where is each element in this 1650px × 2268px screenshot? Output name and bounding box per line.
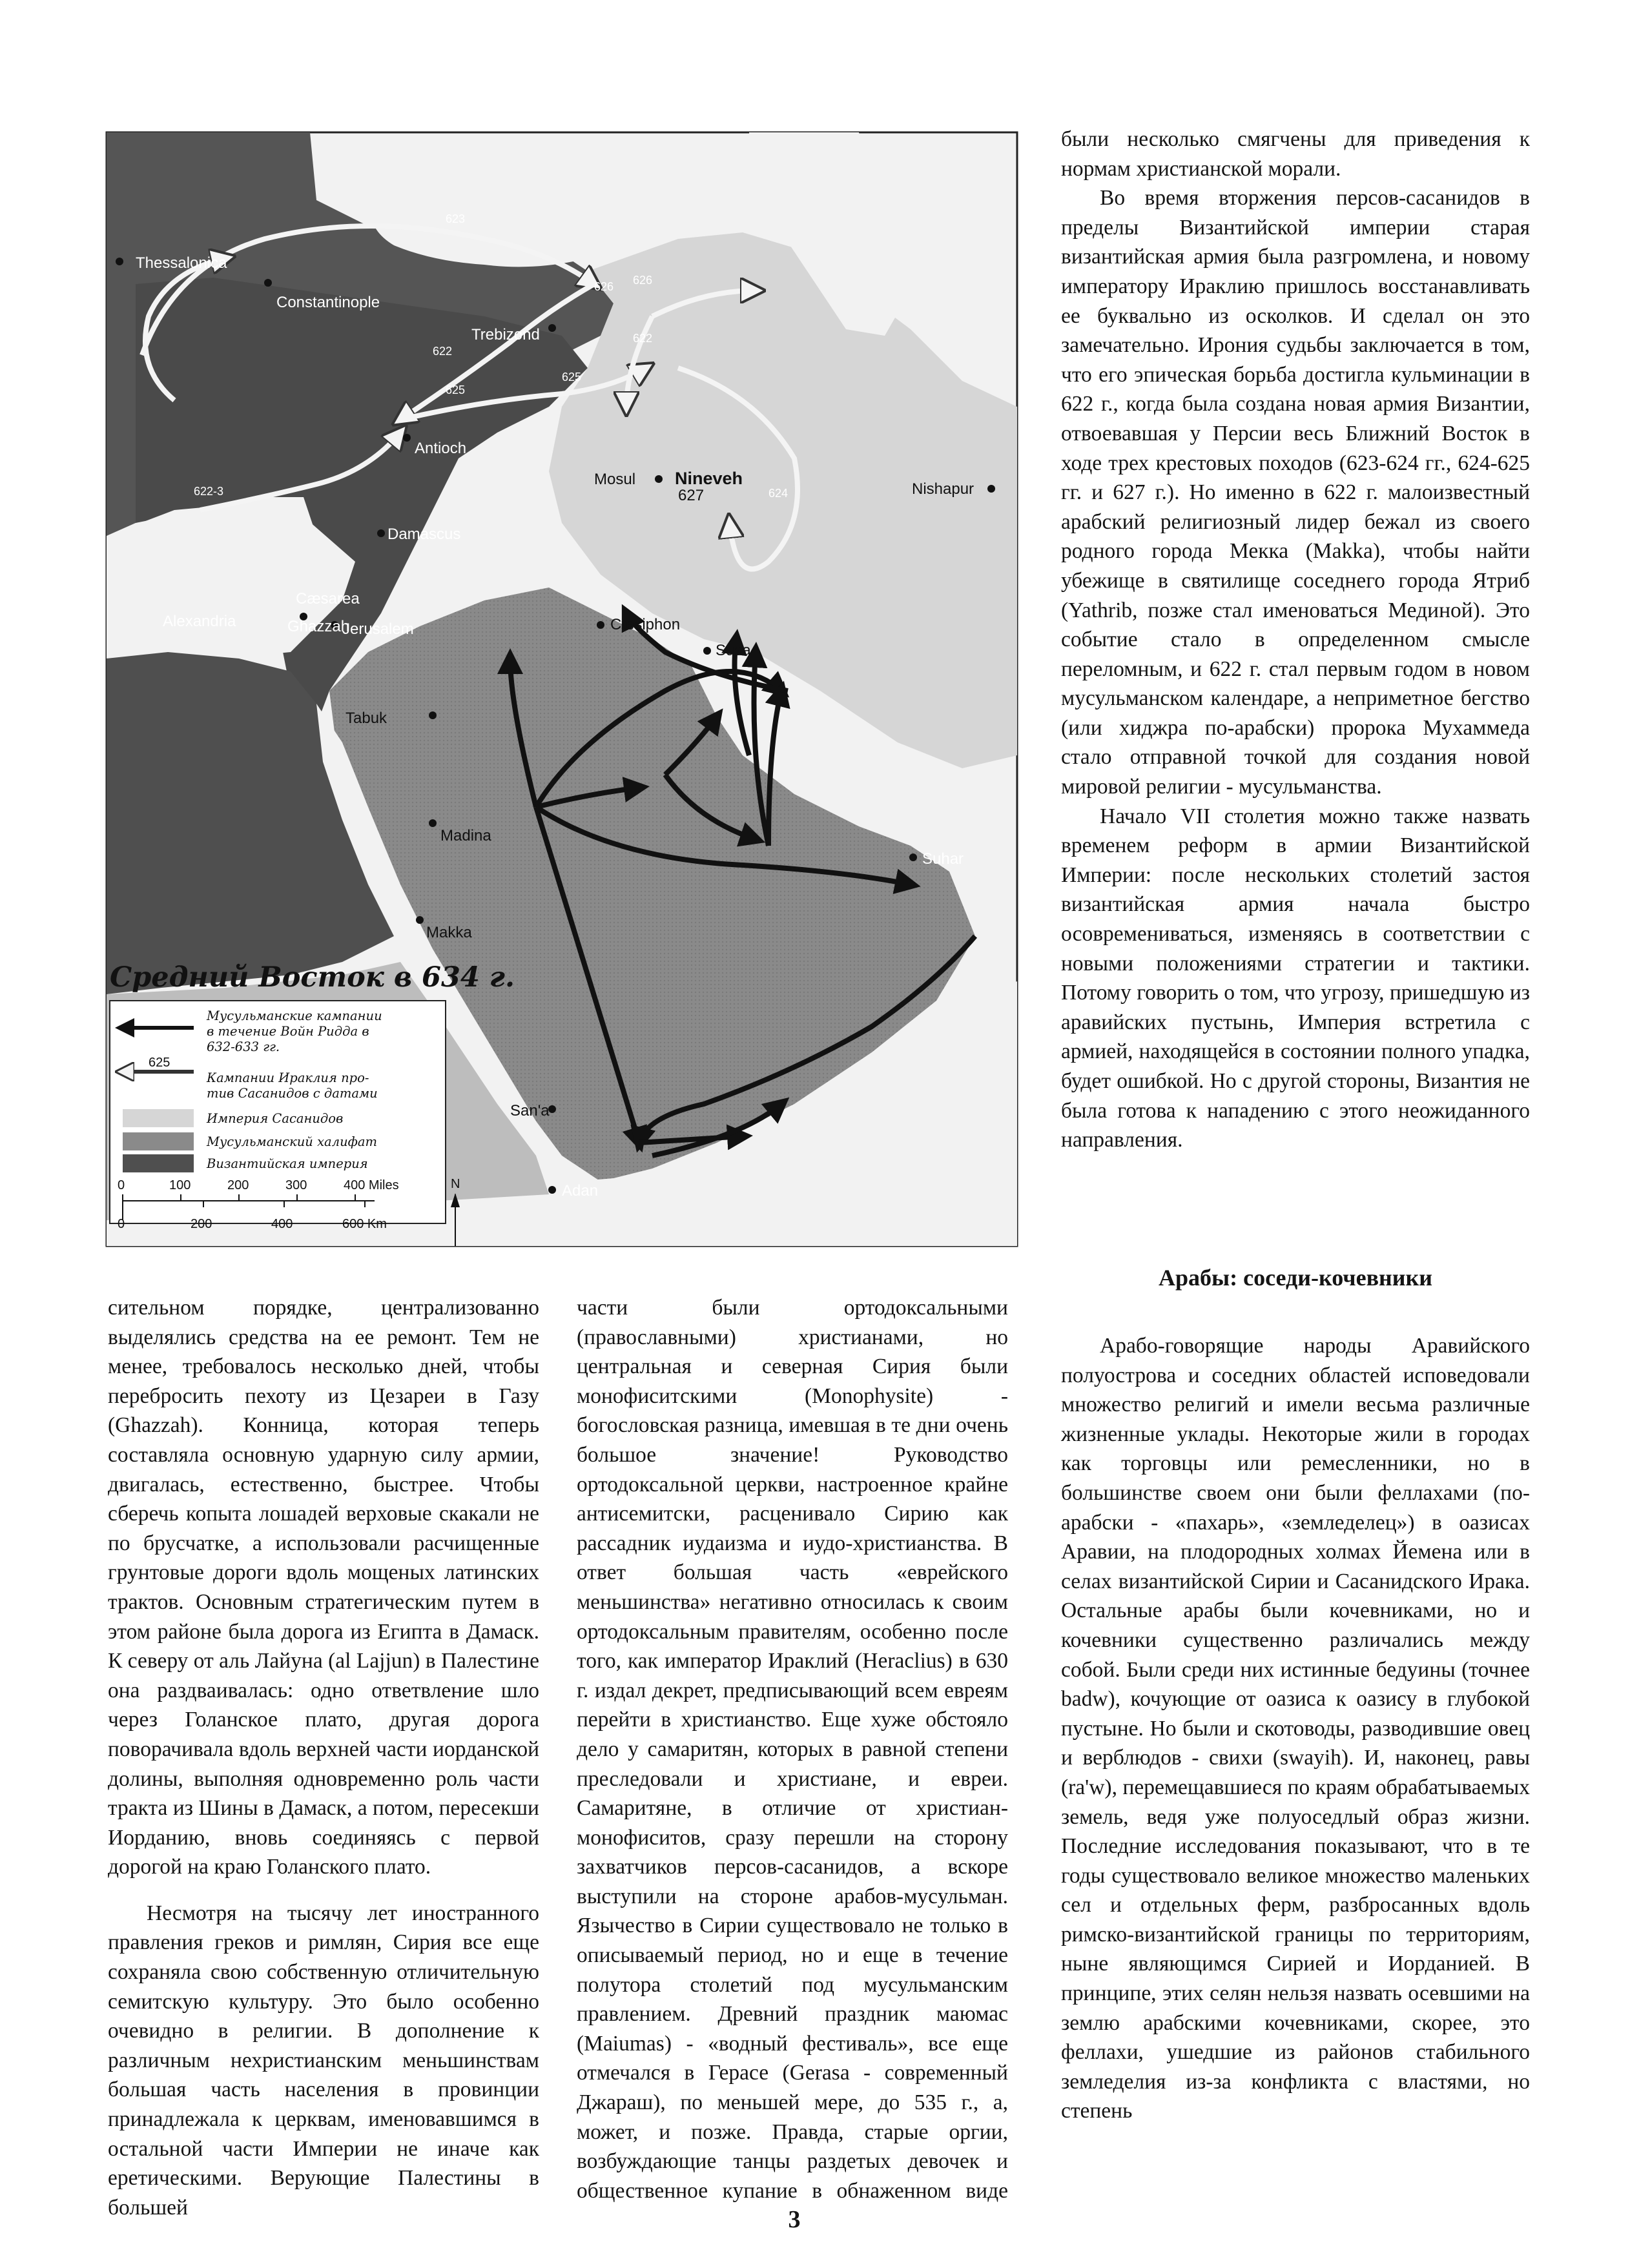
place-thessalonica: Thessalonica (136, 254, 227, 272)
paragraph: Во время вторжения персов-сасанидов в пределы Византийской империи старая византийская армия была разгромлена, и новому императору Ираклию пришлось восстанавливать ее буквально из осколков. И сделал он это замечательно. Ирония судьбы заключается в том, что его эпическая борьба достигла кульминации в 622 г., когда была создана новая армия Византии, отвоевавшая у Персии весь Ближний Восток в ходе трех крестовых походов (623-624 гг., 624-625 гг. и 627 г.). Но именно в 622 г. малоизвестный арабский религиозный лидер бежал из своего родного города Мекка (Makka), чтобы найти убежище в святилище соседнего города Ятриб (Yathrib, позже стал именоваться Мединой). Это событие стало в определенном смысле переломным, и 622 г. стал первым годом в новом мусульманском календаре, а неприметное бегство (или хиджра по-арабски) пророка Мухаммеда стало отправной точкой для создания новой мировой религии - мусульманства. (1061, 186, 1530, 799)
route-label: 626 (594, 280, 614, 293)
place-ghazzah: Ghazzah (287, 618, 350, 635)
scale-km-200: 200 (191, 1217, 212, 1231)
svg-text:N: N (451, 1177, 460, 1191)
text-column-middle (577, 1293, 1008, 2205)
map-title: Средний Восток в 634 г. (110, 961, 515, 994)
place-nishapur: Nishapur (912, 480, 975, 498)
place-ctesiphon: Ctesiphon (610, 616, 681, 633)
page-number: 3 (788, 2206, 801, 2233)
scale-miles-300: 300 (285, 1178, 307, 1192)
scale-miles-200: 200 (227, 1178, 249, 1192)
text-column-right-bottom (1061, 1331, 1530, 2126)
place-tabuk: Tabuk (345, 710, 387, 727)
place-damascus: Damascus (387, 526, 461, 543)
place-mosul: Mosul (594, 471, 636, 488)
scale-km-400: 400 (271, 1217, 293, 1231)
scale-miles-100: 100 (169, 1178, 191, 1192)
route-label: 626 (633, 274, 653, 287)
place-trebizond: Trebizond (471, 326, 540, 343)
place-antioch: Antioch (415, 440, 467, 457)
place-alexandria: Alexandria (163, 613, 236, 630)
route-label: 624 (768, 487, 789, 500)
place-adan: Adan (562, 1182, 599, 1200)
route-label: 623 (446, 212, 466, 225)
route-label: 622 (433, 345, 453, 358)
route-label: 625 (562, 371, 582, 383)
route-label: 622 (633, 332, 653, 345)
paragraph: части были ортодоксальными (православными) христианами, но центральная и северная Сирия были монофиситскими (Monophysite) - богословская разница, имевшая в те дни очень большое значение! Руководство ортодоксальной церкви, настроенное крайне антисемитски, расценивало Сирию как рассадник иудаизма и иудо-христианства. В ответ большая часть «еврейского меньшинства» негативно относилась к своим ортодоксальным правителям, особенно после того, как император Ираклий (Heraclius) в 630 г. издал декрет, предписывающий всем евреям перейти в христианство. Еще хуже обстояло дело у самаритян, которых в равной степени преследовали и христиане, и евреи. Самаритяне, в отличие от христиан-монофиситов, сразу перешли на сторону захватчиков персов-сасанидов, а вскоре выступили на стороне арабов-мусульман. Язычество в Сирии существовало не только в описываемый период, но и еще в течение полутора столетий под мусульманским правлением. Древний праздник маюмас (Maiumas) - «водный фестиваль», все еще отмечался в Герасе (Gerasa - современный Джараш), по меньшей мере, до 535 г., а, может, и позже. Правда, старые оргии, возбуждающие танцы раздетых девочек и общественное купание в обнаженном виде (577, 1296, 1008, 2203)
nineveh-year: 627 (678, 487, 705, 504)
section-heading: Арабы: соседи-кочевники (1159, 1265, 1432, 1291)
scale-km-600: 600 Km (342, 1217, 387, 1231)
scale-miles-400: 400 Miles (344, 1178, 399, 1192)
paragraph: были несколько смягчены для приведения к нормам христианской морали. (1061, 127, 1530, 181)
route-label: 622-3 (194, 485, 224, 498)
paragraph: Арабо-говорящие народы Аравийского полуострова и соседних областей исповедовали множество религий и имели весьма различные жизненные уклады. Некоторые жили в городах как торговцы или ремесленники, но в большинстве своем они были феллахами (по-арабски - «пахарь», «земледелец») в оазисах Аравии, на плодородных холмах Йемена или в селах византийской Сирии и Сасанидского Ирака. Остальные арабы были кочевниками, но и кочевники существенно различались между собой. Были среди них истинные бедуины (точнее badw), кочующие от оазиса к оазису в глубокой пустыне. Но были и скотоводы, разводившие овец и верблюдов - свихи (swayih). И, наконец, равы (ra'w), перемещавшиеся по краям обрабатываемых земель, ведя уже полуоседлый образ жизни. Последние исследования показывают, что в те годы существовало великое множество маленьких сел и отдельных ферм, разбросанных вдоль римско-византийской границы по территориям, ныне являющимся Сирией и Иорданией. В принципе, этих селян нельзя назвать осевшими на землю арабскими кочевниками, скорее, это феллахи, ушедшие из районов стабильного земледелия из-за конфликта с властями, но степень (1061, 1334, 1530, 2123)
place-suhar: Suhar (922, 850, 964, 868)
place-caesarea: Cæsarea (296, 590, 360, 608)
legend-sasanid: Империя Сасанидов (207, 1111, 344, 1126)
legend-byzantine: Византийская империя (207, 1156, 368, 1171)
paragraph: Несмотря на тысячу лет иностранного правления греков и римлян, Сирия все еще сохраняла свою собственную отличительную семитскую культуру. Это было особенно очевидно в религии. В дополнение к различным нехристианским меньшинствам большая часть населения в провинции принадлежала к церквам, именовавшимся в остальной части Империи не иначе как еретическими. Верующие Палестины в большей (108, 1901, 539, 2220)
legend-heraclius-sample: 625 (149, 1056, 170, 1070)
place-makka: Makka (426, 924, 472, 941)
text-column-left (108, 1293, 539, 2222)
scale-miles-0: 0 (118, 1178, 125, 1192)
legend-caliphate: Мусульманский халифат (207, 1134, 378, 1149)
legend-muslim-campaigns: Мусульманские кампании в течение Войн Ридда в 632-633 гг. (207, 1008, 382, 1054)
place-susa: Susa (716, 642, 751, 659)
place-sana: San'a (510, 1102, 550, 1119)
place-madina: Madina (440, 827, 491, 844)
paragraph: Начало VII столетия можно также назвать временем реформ в армии Византийской Империи: после нескольких столетий застоя византийская армия начала быстро осовремениваться, изменяясь в соответствии с новыми положениями стратегии и тактики. Потому говорить о том, что угрозу, пришедшую из аравийских пустынь, Империя встретила с армией, находящейся в состоянии полного упадка, будет ошибкой. Но с другой стороны, Византия не была готова к нападению с этого неожиданного направления. (1061, 804, 1530, 1152)
scale-km-0: 0 (118, 1217, 125, 1231)
place-jerusalem: Jerusalem (342, 620, 414, 638)
legend-heraclius-campaigns: Кампании Ираклия про-тив Сасанидов с датами (207, 1070, 378, 1101)
map-figure (97, 123, 1027, 1265)
route-label: 625 (446, 383, 466, 396)
paragraph: сительном порядке, централизованно выделялись средства на ее ремонт. Тем не менее, требовалось несколько дней, чтобы перебросить пехоту из Цезареи в Газу (Ghazzah). Конница, которая теперь составляла основную ударную силу армии, двигалась, естественно, быстрее. Чтобы сберечь копыта лошадей верховые скакали не по брусчатке, а использовали расчищенные грунтовые дороги вдоль мощеных латинских трактов. Основным стратегическим путем в этом районе была дорога из Египта в Дамаск. К северу от аль Лайуна (al Lajjun) в Палестине она раздваивалась: одно ответвление шло через Голанское плато, другая дорога поворачивала вдоль верхней части иорданской долины, выполняя одновременно роль части тракта из Шины в Дамаск, а потом, пересекши Иорданию, вновь соединяясь с первой дорогой на краю Голанского плато. (108, 1296, 539, 1879)
place-nineveh: Nineveh (675, 469, 743, 488)
text-column-right-top (1061, 125, 1530, 1155)
place-constantinople: Constantinople (276, 294, 380, 311)
